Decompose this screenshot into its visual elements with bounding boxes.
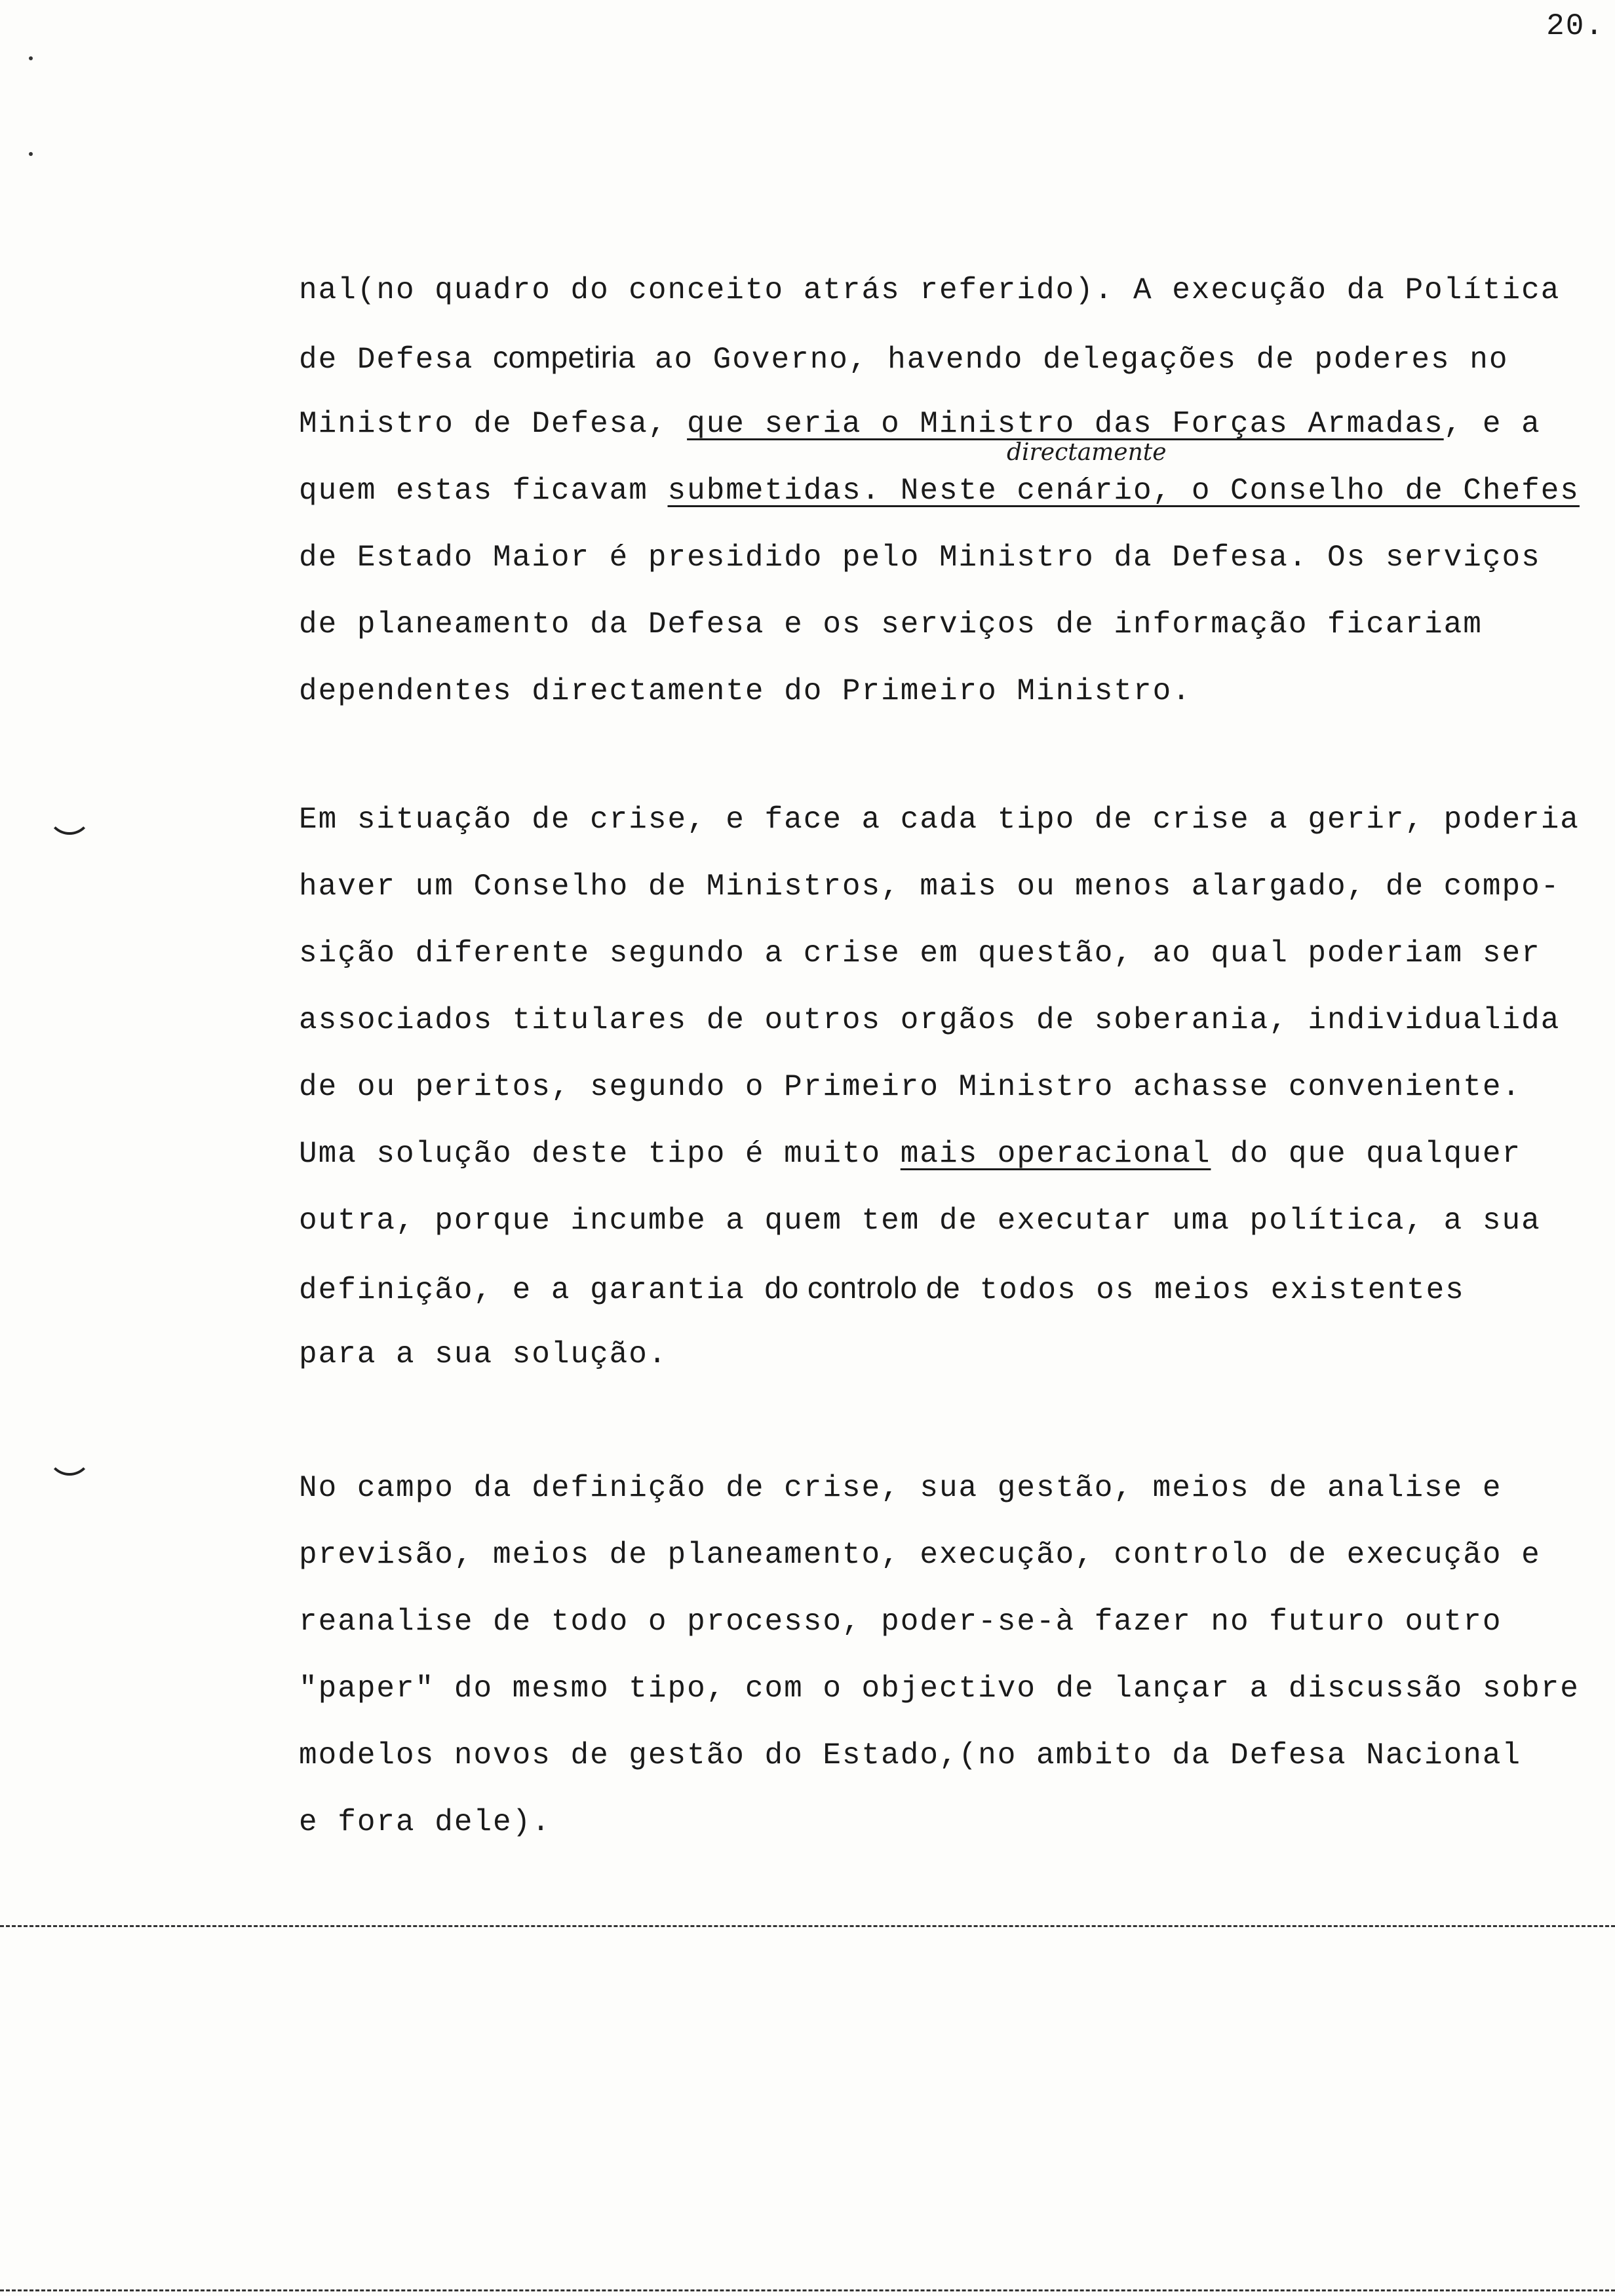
text-line: outra, porque incumbe a quem tem de executar uma política, a sua [299,1204,1541,1238]
paragraph-1 [299,257,1603,725]
text-line: previsão, meios de planeamento, execução, controlo de execução e [299,1538,1541,1572]
text-line: de ou peritos, segundo o Primeiro Ministro achasse conveniente. [299,1070,1522,1104]
underlined-phrase: que seria o Ministro das Forças Armadas [687,407,1444,441]
text-line: Em situação de crise, e face a cada tipo de crise a gerir, poderia [299,803,1580,837]
text-line: dependentes directamente do Primeiro Ministro. [299,674,1192,708]
typed-insertion: competiria [493,340,636,374]
text-line: de planeamento da Defesa e os serviços de informação ficariam [299,607,1483,641]
text-line: de Estado Maior é presidido pelo Ministro da Defesa. Os serviços [299,541,1541,575]
separator-line [0,1925,1615,1927]
margin-bracket-mark [47,1453,92,1476]
text-line: reanalise de todo o processo, poder-se-à fazer no futuro outro [299,1605,1502,1639]
handwritten-insertion: directamente [1007,439,1167,466]
typed-insertion: do controlo de [764,1271,961,1305]
speck [29,56,33,60]
text-line: Ministro de Defesa, que seria o Ministro das Forças Armadas, e a [299,407,1541,441]
text-line: No campo da definição de crise, sua gestão, meios de analise e [299,1471,1502,1505]
text-line: haver um Conselho de Ministros, mais ou menos alargado, de compo- [299,870,1561,904]
text-line: e fora dele). [299,1805,551,1839]
margin-bracket-mark [47,813,92,835]
separator-line [0,2289,1615,2291]
page-number: 20. [1546,9,1605,43]
text-line: "paper" do mesmo tipo, com o objectivo de lançar a discussão sobre [299,1672,1580,1706]
paragraph-2 [299,786,1603,1388]
text-line: quem estas ficavam directamente submetidas. Neste cenário, o Conselho de Chefes [299,457,1603,524]
speck [29,152,33,156]
underlined-phrase: mais operacional [900,1137,1211,1171]
text-line: de Defesa competiria ao Governo, havendo delegações de poderes no [299,340,1509,377]
text-line: sição diferente segundo a crise em questão, ao qual poderiam ser [299,936,1541,970]
text-line: definição, e a garantia do controlo de todos os meios existentes [299,1271,1465,1307]
text-line: nal(no quadro do conceito atrás referido). A execução da Política [299,273,1561,307]
text-line: modelos novos de gestão do Estado,(no ambito da Defesa Nacional [299,1738,1522,1772]
text-line: associados titulares de outros orgãos de soberania, individualida [299,1003,1561,1037]
text-line: Uma solução deste tipo é muito mais operacional do que qualquer [299,1137,1522,1171]
text-line: para a sua solução. [299,1337,668,1371]
paragraph-3 [299,1455,1603,1856]
